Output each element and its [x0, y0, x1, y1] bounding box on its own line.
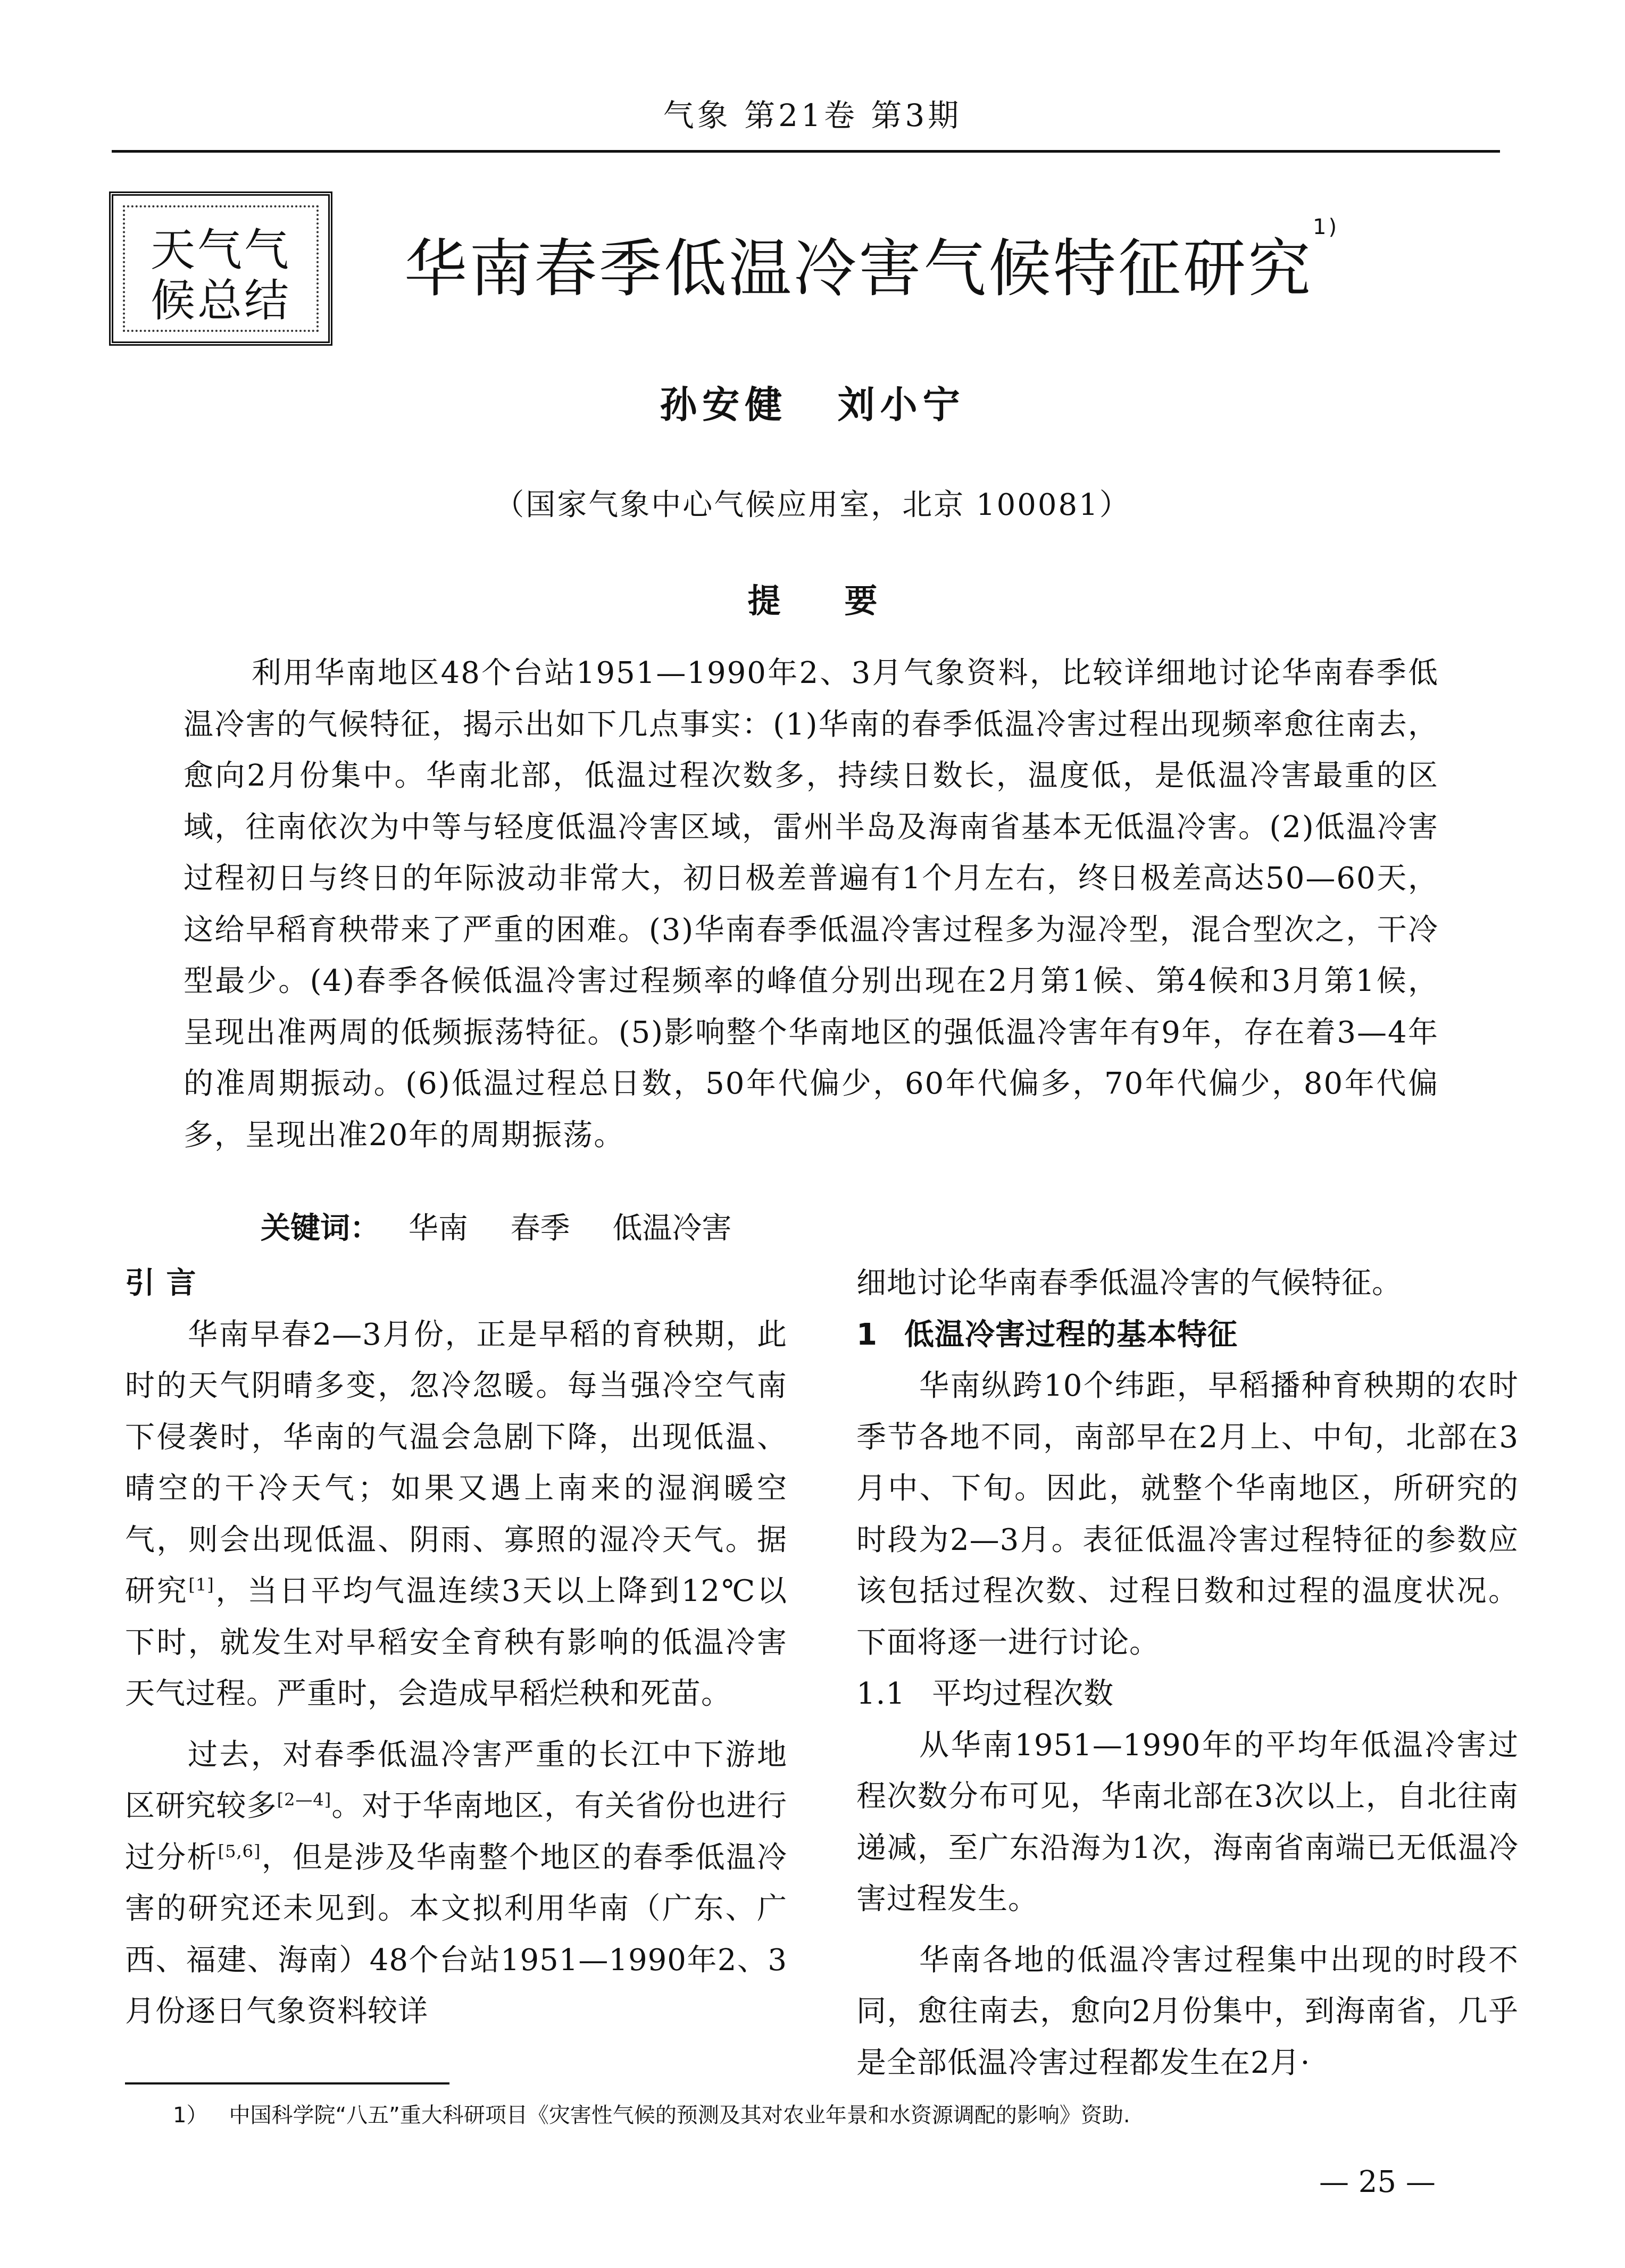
intro-paragraph-1 [125, 1310, 787, 1720]
intro-p2-text-c: ，但是涉及华南整个地区的春季低温冷害的研究还未见到。本文拟利用华南（广东、广西、福建、海南）48个台站1951—1990年2、3月份逐日气象资料较详 [125, 1840, 788, 2029]
citation-ref: [1] [188, 1574, 214, 1595]
citation-ref: [5,6] [218, 1840, 261, 1861]
section-1-title: 低温冷害过程的基本特征 [904, 1317, 1238, 1352]
subsection-1-1-number: 1.1 [856, 1677, 906, 1711]
left-column [125, 1258, 787, 2038]
right-column [856, 1258, 1519, 2089]
keywords [261, 1205, 764, 1247]
authors: 孙安健 刘小宁 [660, 382, 965, 427]
running-head: 气象 第21卷 第3期 [663, 97, 962, 134]
abstract-text: 利用华南地区48个台站1951—1990年2、3月气象资料，比较详细地讨论华南春季低温冷害的气候特征，揭示出如下几点事实：(1)华南的春季低温冷害过程出现频率愈往南去，愈向2月份集中。华南北部，低温过程次数多，持续日数长，温度低，是低温冷害最重的区域，往南依次为中等与轻度低温冷害区域，雷州半岛及海南省基本无低温冷害。(2)低温冷害过程初日与终日的年际波动非常大，初日极差普遍有1个月左右，终日极差高达50—60天，这给早稻育秧带来了严重的困难。(3)华南春季低温冷害过程多为湿冷型，混合型次之，干冷型最少。(4)春季各候低温冷害过程频率的峰值分别出现在2月第1候、第4候和3月第1候，呈现出准两周的低频振荡特征。(5)影响整个华南地区的强低温冷害年有9年，存在着3—4年的准周期振动。(6)低温过程总日数，50年代偏少，60年代偏多，70年代偏少，80年代偏多，呈现出准20年的周期振荡。 [184, 656, 1439, 1153]
footnote [173, 2098, 1130, 2129]
page-number: — 25 — [1319, 2165, 1436, 2199]
section-1-paragraph: 华南纵跨10个纬距，早稻播种育秧期的农时季节各地不同，南部早在2月上、中旬，北部在3月中、下旬。因此，就整个华南地区，所研究的时段为2—3月。表征低温冷害过程特征的参数应该包括过程次数、过程日数和过程的温度状况。下面将逐一进行讨论。 [856, 1369, 1519, 1660]
header-rule [112, 150, 1500, 153]
footnote-mark: 1） [173, 2103, 208, 2128]
abstract-heading: 提要 [747, 581, 941, 620]
keywords-label: 关键词： [261, 1211, 380, 1246]
continued-paragraph: 细地讨论华南春季低温冷害的气候特征。 [856, 1266, 1402, 1300]
keyword-item: 华南 [408, 1211, 468, 1246]
subsection-1-1-title: 平均过程次数 [932, 1677, 1114, 1711]
intro-p1-text: 华南早春2—3月份，正是早稻的育秧期，此时的天气阴晴多变，忽冷忽暖。每当强冷空气南下侵袭时，华南的气温会急剧下降，出现低温、晴空的干冷天气；如果又遇上南来的湿润暖空气，则会出现低温、阴雨、寡照的湿冷天气。据研究 [125, 1317, 787, 1608]
affiliation: （国家气象中心气候应用室，北京 100081） [494, 488, 1131, 522]
intro-heading: 引 言 [125, 1266, 197, 1300]
intro-paragraph-2 [125, 1730, 787, 2038]
intro-p2-text-b: 。对于华南地区，有关省份也进行过分析 [125, 1789, 788, 1875]
keyword-item: 低温冷害 [612, 1211, 732, 1246]
subsection-1-1-paragraph-1: 从华南1951—1990年的平均年低温冷害过程次数分布可见，华南北部在3次以上，自北往南递减，至广东沿海为1次，海南省南端已无低温冷害过程发生。 [856, 1728, 1519, 1916]
column-badge-line2: 候总结 [150, 274, 291, 327]
keyword-item: 春季 [510, 1211, 570, 1246]
section-1-heading [856, 1310, 1519, 1361]
intro-p2-text-a: 过去，对春季低温冷害严重的长江中下游地区研究较多 [125, 1737, 787, 1823]
citation-ref: [2—4] [277, 1789, 332, 1810]
article-title [404, 215, 1339, 308]
title-footnote-mark: 1) [1313, 215, 1339, 239]
footnote-rule [125, 2082, 449, 2084]
column-badge-line1: 天气气 [150, 224, 291, 276]
footnote-text: 中国科学院“八五”重大科研项目《灾害性气候的预测及其对农业年景和水资源调配的影响》资助. [229, 2103, 1130, 2128]
subsection-1-1-heading [856, 1669, 1519, 1720]
intro-p1-cont: ，当日平均气温连续3天以上降到12℃以下时，就发生对早稻安全育秧有影响的低温冷害天气过程。严重时，会造成早稻烂秧和死苗。 [125, 1574, 788, 1711]
column-badge [109, 191, 332, 346]
subsection-1-1-paragraph-2: 华南各地的低温冷害过程集中出现的时段不同，愈往南去，愈向2月份集中，到海南省，几乎是全部低温冷害过程都发生在2月· [856, 1942, 1519, 2080]
article-title-text: 华南春季低温冷害气候特征研究 [404, 232, 1313, 305]
section-1-number: 1 [856, 1317, 878, 1352]
